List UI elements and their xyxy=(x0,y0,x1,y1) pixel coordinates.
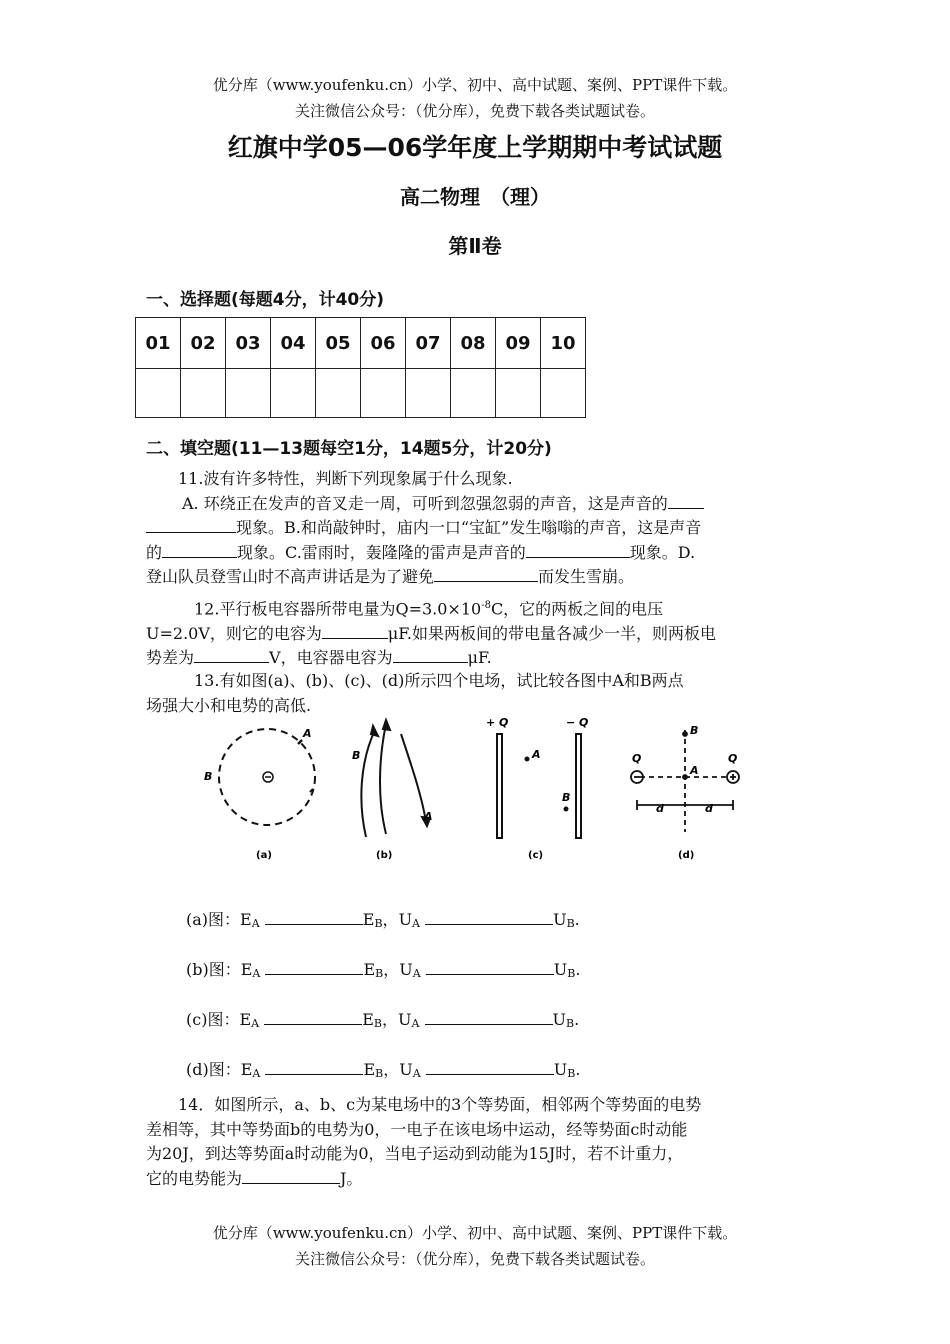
row-label: (a)图： xyxy=(186,910,241,929)
answer-cell[interactable] xyxy=(136,369,181,418)
question-13 xyxy=(146,669,806,718)
blank[interactable] xyxy=(668,492,704,509)
answer-cell[interactable] xyxy=(226,369,271,418)
subscript: A xyxy=(412,1067,421,1080)
e-symbol: E xyxy=(240,910,252,929)
answer-header-cell: 06 xyxy=(361,318,406,369)
blank[interactable] xyxy=(146,516,236,533)
q13-row-a xyxy=(186,907,580,930)
q14-text: 它的电势能为 xyxy=(146,1168,243,1188)
fig-d-label-q-left: Q xyxy=(632,752,642,765)
blank[interactable] xyxy=(526,541,630,558)
u-symbol: U xyxy=(553,1060,568,1079)
q11-text: 现象。D. xyxy=(629,542,696,562)
row-end: . xyxy=(574,910,580,929)
q12-text: 12.平行板电容器所带电量为Q=3.0×10 xyxy=(194,599,482,619)
q13-row-c xyxy=(186,1007,579,1030)
q12-text: V，电容器电容为 xyxy=(269,648,393,668)
header-line-2: 关注微信公众号：（优分库），免费下载各类试题试卷。 xyxy=(294,102,655,120)
answer-cell[interactable] xyxy=(406,369,451,418)
q12-text: 势差为 xyxy=(146,648,195,668)
row-end: . xyxy=(574,1010,580,1029)
e-symbol: E xyxy=(240,960,253,979)
subscript: B xyxy=(566,1017,575,1030)
e-symbol: E xyxy=(363,960,376,979)
answer-cell[interactable] xyxy=(541,369,586,418)
fig-c-minus-q: − Q xyxy=(566,716,589,729)
fig-d-label-d-right: d xyxy=(705,802,713,815)
subscript: A xyxy=(252,967,261,980)
footer-line-2: 关注微信公众号：（优分库），免费下载各类试题试卷。 xyxy=(294,1250,655,1268)
separator: ， xyxy=(382,910,399,929)
answer-header-cell: 07 xyxy=(406,318,451,369)
point-b-dot xyxy=(683,732,687,736)
separator: ， xyxy=(383,960,400,979)
blank[interactable] xyxy=(264,1008,362,1025)
subscript: B xyxy=(373,1017,382,1030)
point-a-dot xyxy=(683,775,687,779)
q11-text: A. 环绕正在发声的音叉走一周，可听到忽强忽弱的声音，这是声音的 xyxy=(182,493,668,513)
q12-text: C，它的两板之间的电压 xyxy=(490,599,664,619)
answer-header-cell: 02 xyxy=(181,318,226,369)
figure-d xyxy=(631,730,739,832)
u-symbol: U xyxy=(553,910,567,929)
q11-text: 登山队员登雪山时不高声讲话是为了避免 xyxy=(146,567,435,586)
subscript: B xyxy=(566,917,575,930)
separator: ， xyxy=(381,1010,398,1029)
fig-b-label-b: B xyxy=(352,749,361,762)
blank[interactable] xyxy=(434,565,538,582)
blank[interactable] xyxy=(322,622,388,639)
question-14 xyxy=(146,1093,806,1191)
subscript: A xyxy=(252,1067,261,1080)
fig-d-label-b: B xyxy=(690,724,699,737)
q11-text: 现象。C.雷雨时，轰隆隆的雷声是声音的 xyxy=(237,542,526,562)
subscript: A xyxy=(251,917,260,930)
fig-c-label-b: B xyxy=(562,791,571,804)
u-symbol: U xyxy=(399,1060,413,1079)
arrow-head-icon xyxy=(371,726,378,736)
q14-text: J。 xyxy=(340,1168,363,1188)
e-symbol: E xyxy=(362,1010,374,1029)
blank[interactable] xyxy=(265,908,363,925)
subscript: A xyxy=(412,967,421,980)
answer-header-cell: 09 xyxy=(496,318,541,369)
figure-b xyxy=(361,720,430,837)
blank[interactable] xyxy=(426,958,554,975)
row-label: (b)图： xyxy=(186,960,241,979)
blank[interactable] xyxy=(393,646,468,663)
e-symbol: E xyxy=(240,1060,253,1079)
blank[interactable] xyxy=(265,958,363,975)
negative-plate xyxy=(576,734,581,838)
question-12 xyxy=(146,594,806,671)
subscript: A xyxy=(412,917,420,930)
subscript: A xyxy=(411,1017,420,1030)
fig-a-caption: (a) xyxy=(256,850,272,861)
answer-cell[interactable] xyxy=(271,369,316,418)
subscript: B xyxy=(375,967,384,980)
subscript: B xyxy=(374,917,383,930)
blank[interactable] xyxy=(426,1058,554,1075)
u-symbol: U xyxy=(553,960,568,979)
blank[interactable] xyxy=(265,1058,363,1075)
section1-heading: 一、选择题(每题4分，计40分) xyxy=(146,290,385,310)
figure-a xyxy=(219,729,315,825)
fig-d-label-d-left: d xyxy=(656,802,664,815)
fig-c-plus-q: + Q xyxy=(486,716,509,729)
q14-text: 为20J，到达等势面a时动能为0，当电子运动到动能为15J时，若不计重力， xyxy=(146,1144,684,1163)
separator: ， xyxy=(383,1060,400,1079)
answer-header-cell: 05 xyxy=(316,318,361,369)
answer-cell[interactable] xyxy=(181,369,226,418)
fig-b-label-a: A xyxy=(424,810,433,823)
answer-header-cell: 10 xyxy=(541,318,586,369)
header-line-1: 优分库（www.youfenku.cn）小学、初中、高中试题、案例、PPT课件下载。 xyxy=(212,76,738,94)
u-symbol: U xyxy=(397,1010,412,1029)
arrow-head-icon xyxy=(383,720,390,730)
subscript: B xyxy=(375,1067,384,1080)
q13-text: 场强大小和电势的高低. xyxy=(146,695,312,715)
q13-text: 13.有如图(a)、(b)、(c)、(d)所示四个电场，试比较各图中A和B两点 xyxy=(194,671,684,690)
answer-header-cell: 01 xyxy=(136,318,181,369)
point-b-dot xyxy=(565,808,568,811)
u-symbol: U xyxy=(399,960,413,979)
question-11 xyxy=(146,467,806,590)
subtitle: 高二物理 （理） xyxy=(400,185,550,209)
answer-header-cell: 08 xyxy=(451,318,496,369)
blank[interactable] xyxy=(242,1167,340,1184)
section2-heading: 二、填空题(11—13题每空1分，14题5分，计20分) xyxy=(146,439,552,459)
e-symbol: E xyxy=(239,1010,252,1029)
blank[interactable] xyxy=(162,541,237,558)
answer-header-cell: 04 xyxy=(271,318,316,369)
u-symbol: U xyxy=(398,910,413,929)
fig-d-caption: (d) xyxy=(678,850,695,861)
electric-field-figures xyxy=(190,712,770,872)
q11-stem: 11.波有许多特性，判断下列现象属于什么现象. xyxy=(178,469,513,488)
answer-cell[interactable] xyxy=(361,369,406,418)
fig-a-label-a: A xyxy=(303,727,312,740)
subscript: A xyxy=(251,1017,260,1030)
point-a-dot xyxy=(526,758,529,761)
answer-table xyxy=(135,317,586,418)
field-line xyxy=(361,730,375,837)
q12-text: μF.如果两板间的带电量各减少一半，则两板电 xyxy=(387,623,717,643)
answer-cell[interactable] xyxy=(316,369,361,418)
fig-a-label-b: B xyxy=(204,770,213,783)
fig-c-label-a: A xyxy=(532,748,541,761)
blank[interactable] xyxy=(425,908,553,925)
fig-b-caption: (b) xyxy=(376,850,393,861)
row-label: (d)图： xyxy=(186,1060,241,1079)
footer-line-1: 优分库（www.youfenku.cn）小学、初中、高中试题、案例、PPT课件下载。 xyxy=(212,1224,738,1242)
q13-row-d xyxy=(186,1057,580,1080)
q11-text: 的 xyxy=(146,542,163,562)
q11-text: 现象。B.和尚敲钟时，庙内一口“宝缸”发生嗡嗡的声音，这是声音 xyxy=(236,518,702,537)
row-end: . xyxy=(575,960,581,979)
q11-text: 而发生雪崩。 xyxy=(538,567,635,586)
q12-exponent: -8 xyxy=(481,600,491,611)
q12-text: μF. xyxy=(467,648,492,668)
blank[interactable] xyxy=(194,646,269,663)
subscript: B xyxy=(567,967,576,980)
u-symbol: U xyxy=(552,1010,566,1029)
row-end: . xyxy=(575,1060,581,1079)
positive-plate xyxy=(497,734,502,838)
row-label: (c)图： xyxy=(186,1010,240,1029)
e-symbol: E xyxy=(362,910,375,929)
q14-text: 差相等，其中等势面b的电势为0，一电子在该电场中运动，经等势面c时动能 xyxy=(146,1119,688,1139)
answer-cell[interactable] xyxy=(496,369,541,418)
answer-cell[interactable] xyxy=(451,369,496,418)
field-line xyxy=(380,724,386,834)
answer-header-cell: 03 xyxy=(226,318,271,369)
fig-d-label-a: A xyxy=(690,764,699,777)
field-line xyxy=(401,734,426,822)
q14-text: 14．如图所示，a、b、c为某电场中的3个等势面，相邻两个等势面的电势 xyxy=(178,1095,702,1114)
q13-row-b xyxy=(186,957,580,980)
fig-c-caption: (c) xyxy=(528,850,544,861)
blank[interactable] xyxy=(425,1008,553,1025)
page-title: 红旗中学05—06学年度上学期期中考试试题 xyxy=(227,133,723,162)
subscript: B xyxy=(567,1067,576,1080)
volume-title: 第Ⅱ卷 xyxy=(448,234,502,258)
e-symbol: E xyxy=(363,1060,376,1079)
q12-text: U=2.0V，则它的电容为 xyxy=(146,623,322,643)
fig-d-label-q-right: Q xyxy=(728,752,738,765)
